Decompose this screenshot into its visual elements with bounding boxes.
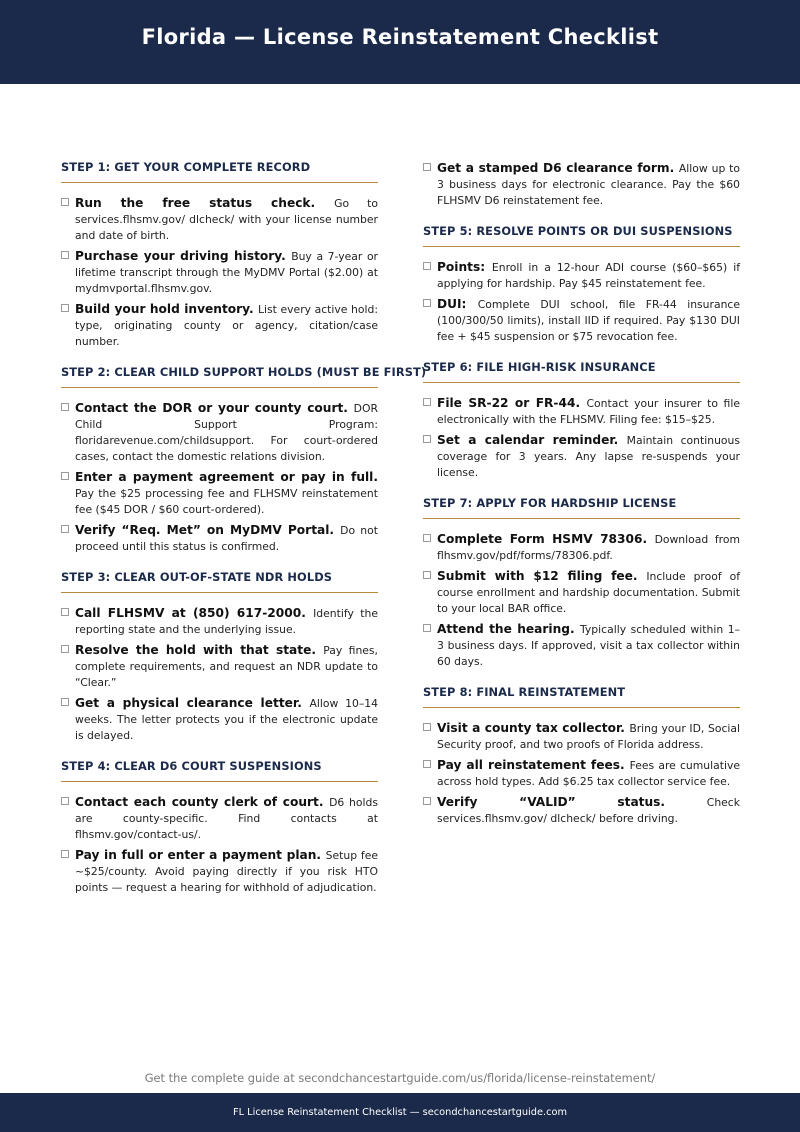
checkbox-icon[interactable] [423,571,431,579]
checklist-item [423,395,740,428]
checkbox-icon[interactable] [61,198,69,206]
item-text: Pay fines, complete requirements, and request an NDR update to “Clear.” [75,644,378,689]
item-heading: Get a physical clearance letter. [75,696,310,710]
item-heading: Complete Form HSMV 78306. [437,532,655,546]
item-text: List every active hold: type, originating county or agency, citation/case number. [75,303,378,348]
checklist-item [423,568,740,617]
checkbox-icon[interactable] [61,645,69,653]
checklist-item [61,400,378,465]
checkbox-icon[interactable] [423,435,431,443]
item-text: Include proof of course enrollment and hardship documentation. Submit to your local BAR office. [437,570,741,615]
checklist-item [61,248,378,297]
checklist-item [423,160,740,209]
item-text: Buy a 7-year or lifetime transcript through the MyDMV Portal ($2.00) at mydmvportal.flhsmv.gov. [75,250,378,295]
step-title: STEP 3: CLEAR OUT-OF-STATE NDR HOLDS [61,570,378,593]
item-text: Allow up to 3 business days for electronic clearance. Pay the $60 FLHSMV D6 reinstatement fee. [437,162,740,207]
step-title: STEP 5: RESOLVE POINTS OR DUI SUSPENSIONS [423,224,740,247]
checkbox-icon[interactable] [61,608,69,616]
item-text: Go to services.flhsmv.gov/ dlcheck/ with your license number and date of birth. [75,197,378,242]
item-heading: Call FLHSMV at (850) 617-2000. [75,606,314,620]
checkbox-icon[interactable] [423,534,431,542]
item-heading: Submit with $12 filing fee. [437,569,647,583]
step-section [61,365,427,555]
right-column [423,160,740,831]
item-heading: Resolve the hold with that state. [75,643,324,657]
item-text: Typically scheduled within 1–3 business days. If approved, visit a tax collector within 60 days. [437,623,740,668]
page-title: Florida — License Reinstatement Checklist [141,25,659,49]
step-section [61,160,378,350]
checklist-item [423,794,740,827]
checkbox-icon[interactable] [423,760,431,768]
page-header [0,0,800,84]
item-text: Identify the reporting state and the underlying issue. [75,607,378,636]
checkbox-icon[interactable] [423,299,431,307]
item-heading: Verify “VALID” status. [437,795,707,809]
checklist-item [423,432,740,481]
checklist-item [423,621,740,670]
item-heading: Purchase your driving history. [75,249,292,263]
checkbox-icon[interactable] [61,797,69,805]
checkbox-icon[interactable] [423,163,431,171]
item-heading: Contact each county clerk of court. [75,795,330,809]
item-text: Fees are cumulative across hold types. Add $6.25 tax collector service fee. [437,759,740,788]
item-heading: Visit a county tax collector. [437,721,630,735]
checkbox-icon[interactable] [61,698,69,706]
item-text: Setup fee ~$25/county. Avoid paying directly if you risk HTO points — request a hearing for withhold of adjudication. [75,849,378,894]
item-text: Download from flhsmv.gov/pdf/forms/78306.pdf. [437,533,740,562]
item-heading: Run the free status check. [75,196,335,210]
checklist-item [61,522,378,555]
item-text: Bring your ID, Social Security proof, and two proofs of Florida address. [437,722,740,751]
checkbox-icon[interactable] [423,262,431,270]
checklist-item [423,259,740,292]
step-title: STEP 4: CLEAR D6 COURT SUSPENSIONS [61,759,378,782]
item-text: Enroll in a 12-hour ADI course ($60–$65) if applying for hardship. Pay $45 reinstatement fee. [437,261,740,290]
checklist-item [423,531,740,564]
item-text: Pay the $25 processing fee and FLHSMV reinstatement fee ($45 DOR / $60 court-ordered). [75,487,378,516]
step-title: STEP 1: GET YOUR COMPLETE RECORD [61,160,378,183]
step-section [61,759,378,896]
checklist-item [61,794,378,843]
item-text: Allow 10–14 weeks. The letter protects you if the electronic update is delayed. [75,697,378,742]
item-heading: File SR-22 or FR-44. [437,396,587,410]
checkbox-icon[interactable] [423,398,431,406]
checklist-item [423,720,740,753]
left-column [61,160,427,900]
guide-link[interactable]: Get the complete guide at secondchancestartguide.com/us/florida/license-reinstatement/ [144,1071,656,1085]
item-text: DOR Child Support Program: floridarevenue.com/childsupport. For court-ordered cases, contact the domestic relations division. [75,402,378,463]
item-text: D6 holds are county-specific. Find contacts at flhsmv.gov/contact-us/. [75,796,378,841]
footer-bar [0,1093,800,1132]
item-heading: Attend the hearing. [437,622,580,636]
step-title: STEP 6: FILE HIGH-RISK INSURANCE [423,360,740,383]
footer-text: FL License Reinstatement Checklist — secondchancestartguide.com [232,1107,568,1118]
checkbox-icon[interactable] [423,723,431,731]
checkbox-icon[interactable] [61,850,69,858]
checklist-item [61,301,378,350]
checklist-item [61,605,378,638]
checkbox-icon[interactable] [423,797,431,805]
item-text: Contact your insurer to file electronically with the FLHSMV. Filing fee: $15–$25. [437,397,741,426]
item-heading: Get a stamped D6 clearance form. [437,161,679,175]
item-heading: Pay in full or enter a payment plan. [75,848,326,862]
item-heading: Pay all reinstatement fees. [437,758,630,772]
item-text: Check services.flhsmv.gov/ dlcheck/ before driving. [437,796,740,825]
checklist-item [61,695,378,744]
item-heading: Contact the DOR or your county court. [75,401,354,415]
checkbox-icon[interactable] [423,624,431,632]
step-title: STEP 2: CLEAR CHILD SUPPORT HOLDS (MUST BE FIRST) [61,365,378,388]
item-heading: DUI: [437,297,478,311]
step-section [423,685,740,827]
item-heading: Build your hold inventory. [75,302,259,316]
item-heading: Set a calendar reminder. [437,433,627,447]
checklist-item [61,847,378,896]
item-text: Complete DUI school, file FR-44 insurance (100/300/50 limits), install IID if required. Pay $130 DUI fee + $45 suspension or $75 revocation fee. [437,298,740,343]
checklist-item [61,195,378,244]
item-text: Do not proceed until this status is confirmed. [75,524,378,553]
checkbox-icon[interactable] [61,304,69,312]
item-heading: Points: [437,260,492,274]
checklist-item [61,469,378,518]
step-section [423,360,740,481]
step-title: STEP 8: FINAL REINSTATEMENT [423,685,740,708]
step-section [423,496,740,670]
item-text: Maintain continuous coverage for 3 years. Any lapse re-suspends your license. [437,434,740,479]
checklist-item [423,757,740,790]
checkbox-icon[interactable] [61,251,69,259]
step-section [61,570,378,744]
item-heading: Verify “Req. Met” on MyDMV Portal. [75,523,341,537]
checklist-item [61,642,378,691]
checkbox-icon[interactable] [61,472,69,480]
step-title: STEP 7: APPLY FOR HARDSHIP LICENSE [423,496,740,519]
checkbox-icon[interactable] [61,403,69,411]
checkbox-icon[interactable] [61,525,69,533]
step-section [423,224,740,345]
item-heading: Enter a payment agreement or pay in full. [75,470,378,484]
checklist-item [423,296,740,345]
step-continuation [423,160,740,209]
